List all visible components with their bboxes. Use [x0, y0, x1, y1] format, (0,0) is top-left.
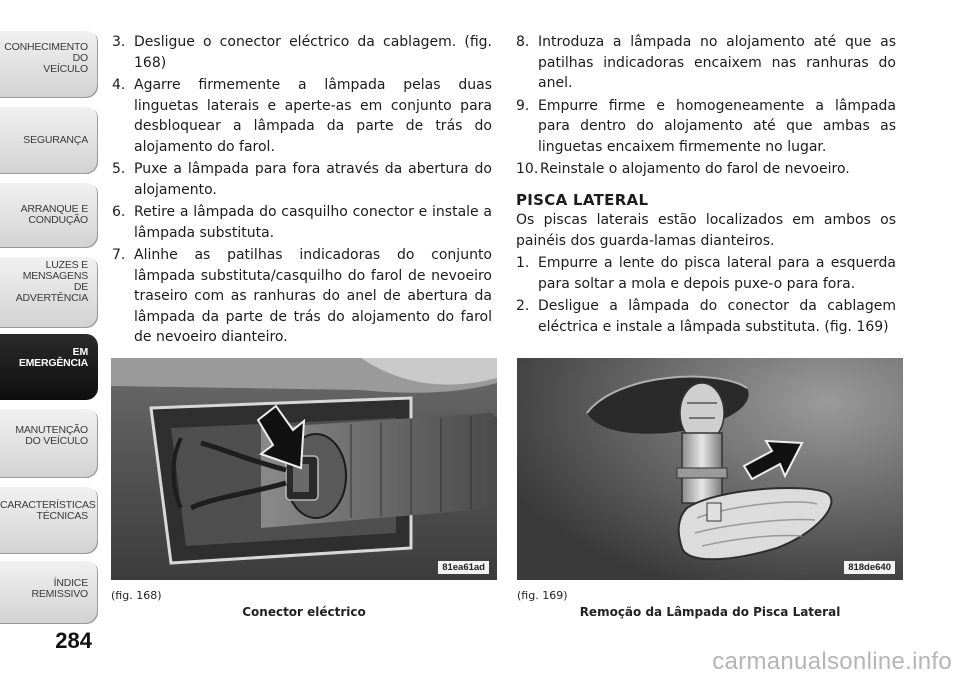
step-item: [516, 253, 896, 294]
figure-ref: (fig. 169): [517, 589, 568, 602]
step-number: 8.: [516, 34, 530, 50]
step-number: 7.: [112, 247, 126, 263]
tab-label-line: DO: [72, 52, 88, 64]
figure-code: 818de640: [844, 561, 895, 574]
tab-label-line: ADVERTÊNCIA: [15, 292, 88, 304]
tab-label-line: MENSAGENS: [22, 270, 88, 282]
step-number: 10.: [516, 161, 539, 177]
tab-seguranca[interactable]: [0, 106, 98, 174]
step-text: Introduza a lâmpada no alojamento até que as patilhas indicadoras encaixem nas ranhuras do anel.: [538, 34, 896, 91]
side-marker-lamp-illustration: [517, 358, 903, 580]
step-number: 3.: [112, 34, 126, 50]
tab-arranque-e-conducao[interactable]: [0, 182, 98, 248]
section-title: PISCA LATERAL: [516, 190, 649, 209]
watermark: carmanualsonline.info: [712, 648, 952, 675]
tab-label-line: ÍNDICE: [53, 577, 88, 589]
step-number: 5.: [112, 161, 126, 177]
figure-169: [517, 358, 903, 580]
page-number: 284: [55, 628, 92, 653]
tab-label-line: CARACTERÍSTICAS: [0, 499, 96, 511]
tab-label-line: ARRANQUE E: [20, 203, 88, 215]
step-item: [112, 202, 492, 243]
step-item: [112, 32, 492, 73]
step-text: Agarre firmemente a lâmpada pelas duas linguetas laterais e aperte-as em conjunto para desbloquear a lâmpada da parte de trás do alojamento do farol.: [134, 77, 492, 155]
step-text: Desligue a lâmpada do conector da cablagem eléctrica e instale a lâmpada substituta. (fig. 169): [538, 298, 896, 335]
step-number: 6.: [112, 204, 126, 220]
tab-label-line: VEÍCULO: [43, 63, 88, 75]
step-item: [516, 32, 896, 94]
step-text: Alinhe as patilhas indicadoras do conjunto lâmpada substituta/casquilho do farol de nevoeiro traseiro com as ranhuras do anel de abertura da lâmpada da parte de trás do alojamento do farol de nevoeiro dianteiro.: [134, 247, 492, 345]
step-item: [516, 159, 896, 180]
tab-em-emergencia[interactable]: [0, 334, 98, 400]
step-text: Retire a lâmpada do casquilho conector e instale a lâmpada substituta.: [134, 204, 492, 241]
tab-label-line: REMISSIVO: [31, 588, 88, 600]
step-item: [516, 296, 896, 337]
step-number: 1.: [516, 255, 530, 271]
left-column: [112, 32, 492, 350]
tab-label-line: CONHECIMENTO: [4, 41, 88, 53]
step-text: Empurre a lente do pisca lateral para a esquerda para soltar a mola e depois puxe-o para fora.: [538, 255, 896, 292]
tab-label-line: DE: [73, 281, 88, 293]
step-item: [516, 96, 896, 158]
tab-label-line: SEGURANÇA: [23, 134, 88, 146]
tab-label-line: DO VEÍCULO: [25, 435, 88, 447]
fog-lamp-connector-illustration: [111, 358, 497, 580]
step-number: 2.: [516, 298, 530, 314]
step-text: Empurre firme e homogeneamente a lâmpada para dentro do alojamento até que ambas as linguetas encaixem firmemente no lugar.: [538, 97, 896, 155]
step-item: [112, 159, 492, 200]
figure-caption: Conector eléctrico: [242, 605, 366, 619]
tab-manutencao-do-veiculo[interactable]: [0, 408, 98, 478]
tab-luzes-e-mensagens[interactable]: [0, 256, 98, 328]
figure-ref: (fig. 168): [111, 589, 162, 602]
tab-caracteristicas-tecnicas[interactable]: [0, 486, 98, 554]
tab-indice-remissivo[interactable]: [0, 560, 98, 624]
tab-label-line: EM: [72, 346, 88, 358]
tab-label-line: LUZES E: [45, 259, 88, 271]
tab-label-line: MANUTENÇÃO: [15, 424, 88, 436]
tab-conhecimento-do-veiculo[interactable]: [0, 30, 98, 98]
figure-caption: Remoção da Lâmpada do Pisca Lateral: [579, 605, 841, 619]
step-item: [112, 245, 492, 348]
tab-label-line: CONDUÇÃO: [28, 214, 88, 226]
step-item: [112, 75, 492, 157]
right-column: [516, 32, 896, 339]
tab-label-line: TÉCNICAS: [36, 510, 88, 522]
figure-168: [111, 358, 497, 580]
step-text: Puxe a lâmpada para fora através da abertura do alojamento.: [134, 161, 492, 198]
section-intro: Os piscas laterais estão localizados em ambos os painéis dos guarda-lamas dianteiros.: [516, 212, 896, 249]
step-number: 4.: [112, 77, 126, 93]
step-number: 9.: [516, 97, 530, 114]
tab-label-line: EMERGÊNCIA: [18, 357, 88, 369]
step-text: Desligue o conector eléctrico da cablagem. (fig. 168): [134, 34, 492, 71]
step-text: Reinstale o alojamento do farol de nevoeiro.: [540, 161, 850, 177]
figure-code: 81ea61ad: [438, 561, 489, 574]
